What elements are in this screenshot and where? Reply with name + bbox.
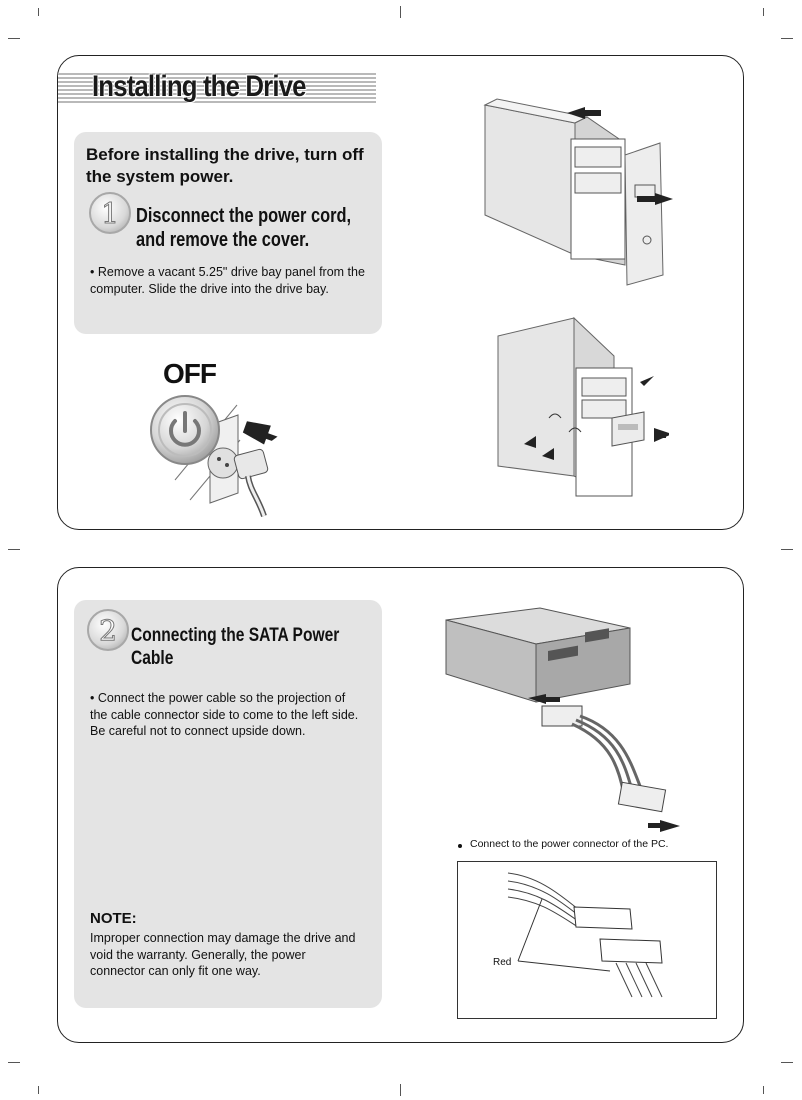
drive-bay-icon xyxy=(494,316,669,501)
step1-bullet: • Remove a vacant 5.25" drive bay panel from the computer. Slide the drive into the drive bay. xyxy=(90,265,365,296)
step1-number: 1 xyxy=(101,197,119,230)
caption-text: Connect to the power connector of the PC. xyxy=(470,838,669,850)
crop-mark xyxy=(400,1084,401,1096)
step1-badge xyxy=(89,192,131,234)
crop-mark xyxy=(400,6,401,18)
crop-mark xyxy=(38,8,39,16)
crop-mark xyxy=(763,8,764,16)
crop-mark xyxy=(781,549,793,550)
crop-mark xyxy=(38,1086,39,1094)
crop-mark xyxy=(763,1086,764,1094)
connector-diagram-icon xyxy=(460,865,710,1013)
note-heading: NOTE: xyxy=(90,910,137,927)
page-title: Installing the Drive xyxy=(92,70,306,103)
crop-mark xyxy=(8,549,20,550)
power-plug-icon xyxy=(228,418,288,518)
step2-badge xyxy=(87,609,129,651)
power-cable-icon xyxy=(520,690,690,835)
note-text: Improper connection may damage the drive and void the warranty. Generally, the power connector can only fit one way. xyxy=(90,931,356,978)
step2-title-line2: Cable xyxy=(131,648,174,669)
step2-title-line1: Connecting the SATA Power xyxy=(131,625,340,646)
intro-text: Before installing the drive, turn off the system power. xyxy=(86,145,364,186)
crop-mark xyxy=(8,38,20,39)
off-label: OFF xyxy=(163,358,216,389)
step2-number: 2 xyxy=(99,614,117,647)
crop-mark xyxy=(8,1062,20,1063)
step1-title-line2: and remove the cover. xyxy=(136,229,310,251)
crop-mark xyxy=(781,38,793,39)
caption-bullet xyxy=(458,844,462,848)
crop-mark xyxy=(781,1062,793,1063)
step2-bullet: • Connect the power cable so the projection of the cable connector side to come to the left side. Be careful not to connect upside down. xyxy=(90,691,359,738)
pc-tower-icon xyxy=(475,95,685,290)
step1-title-line1: Disconnect the power cord, xyxy=(136,205,352,227)
red-wire-label: Red xyxy=(493,957,512,968)
